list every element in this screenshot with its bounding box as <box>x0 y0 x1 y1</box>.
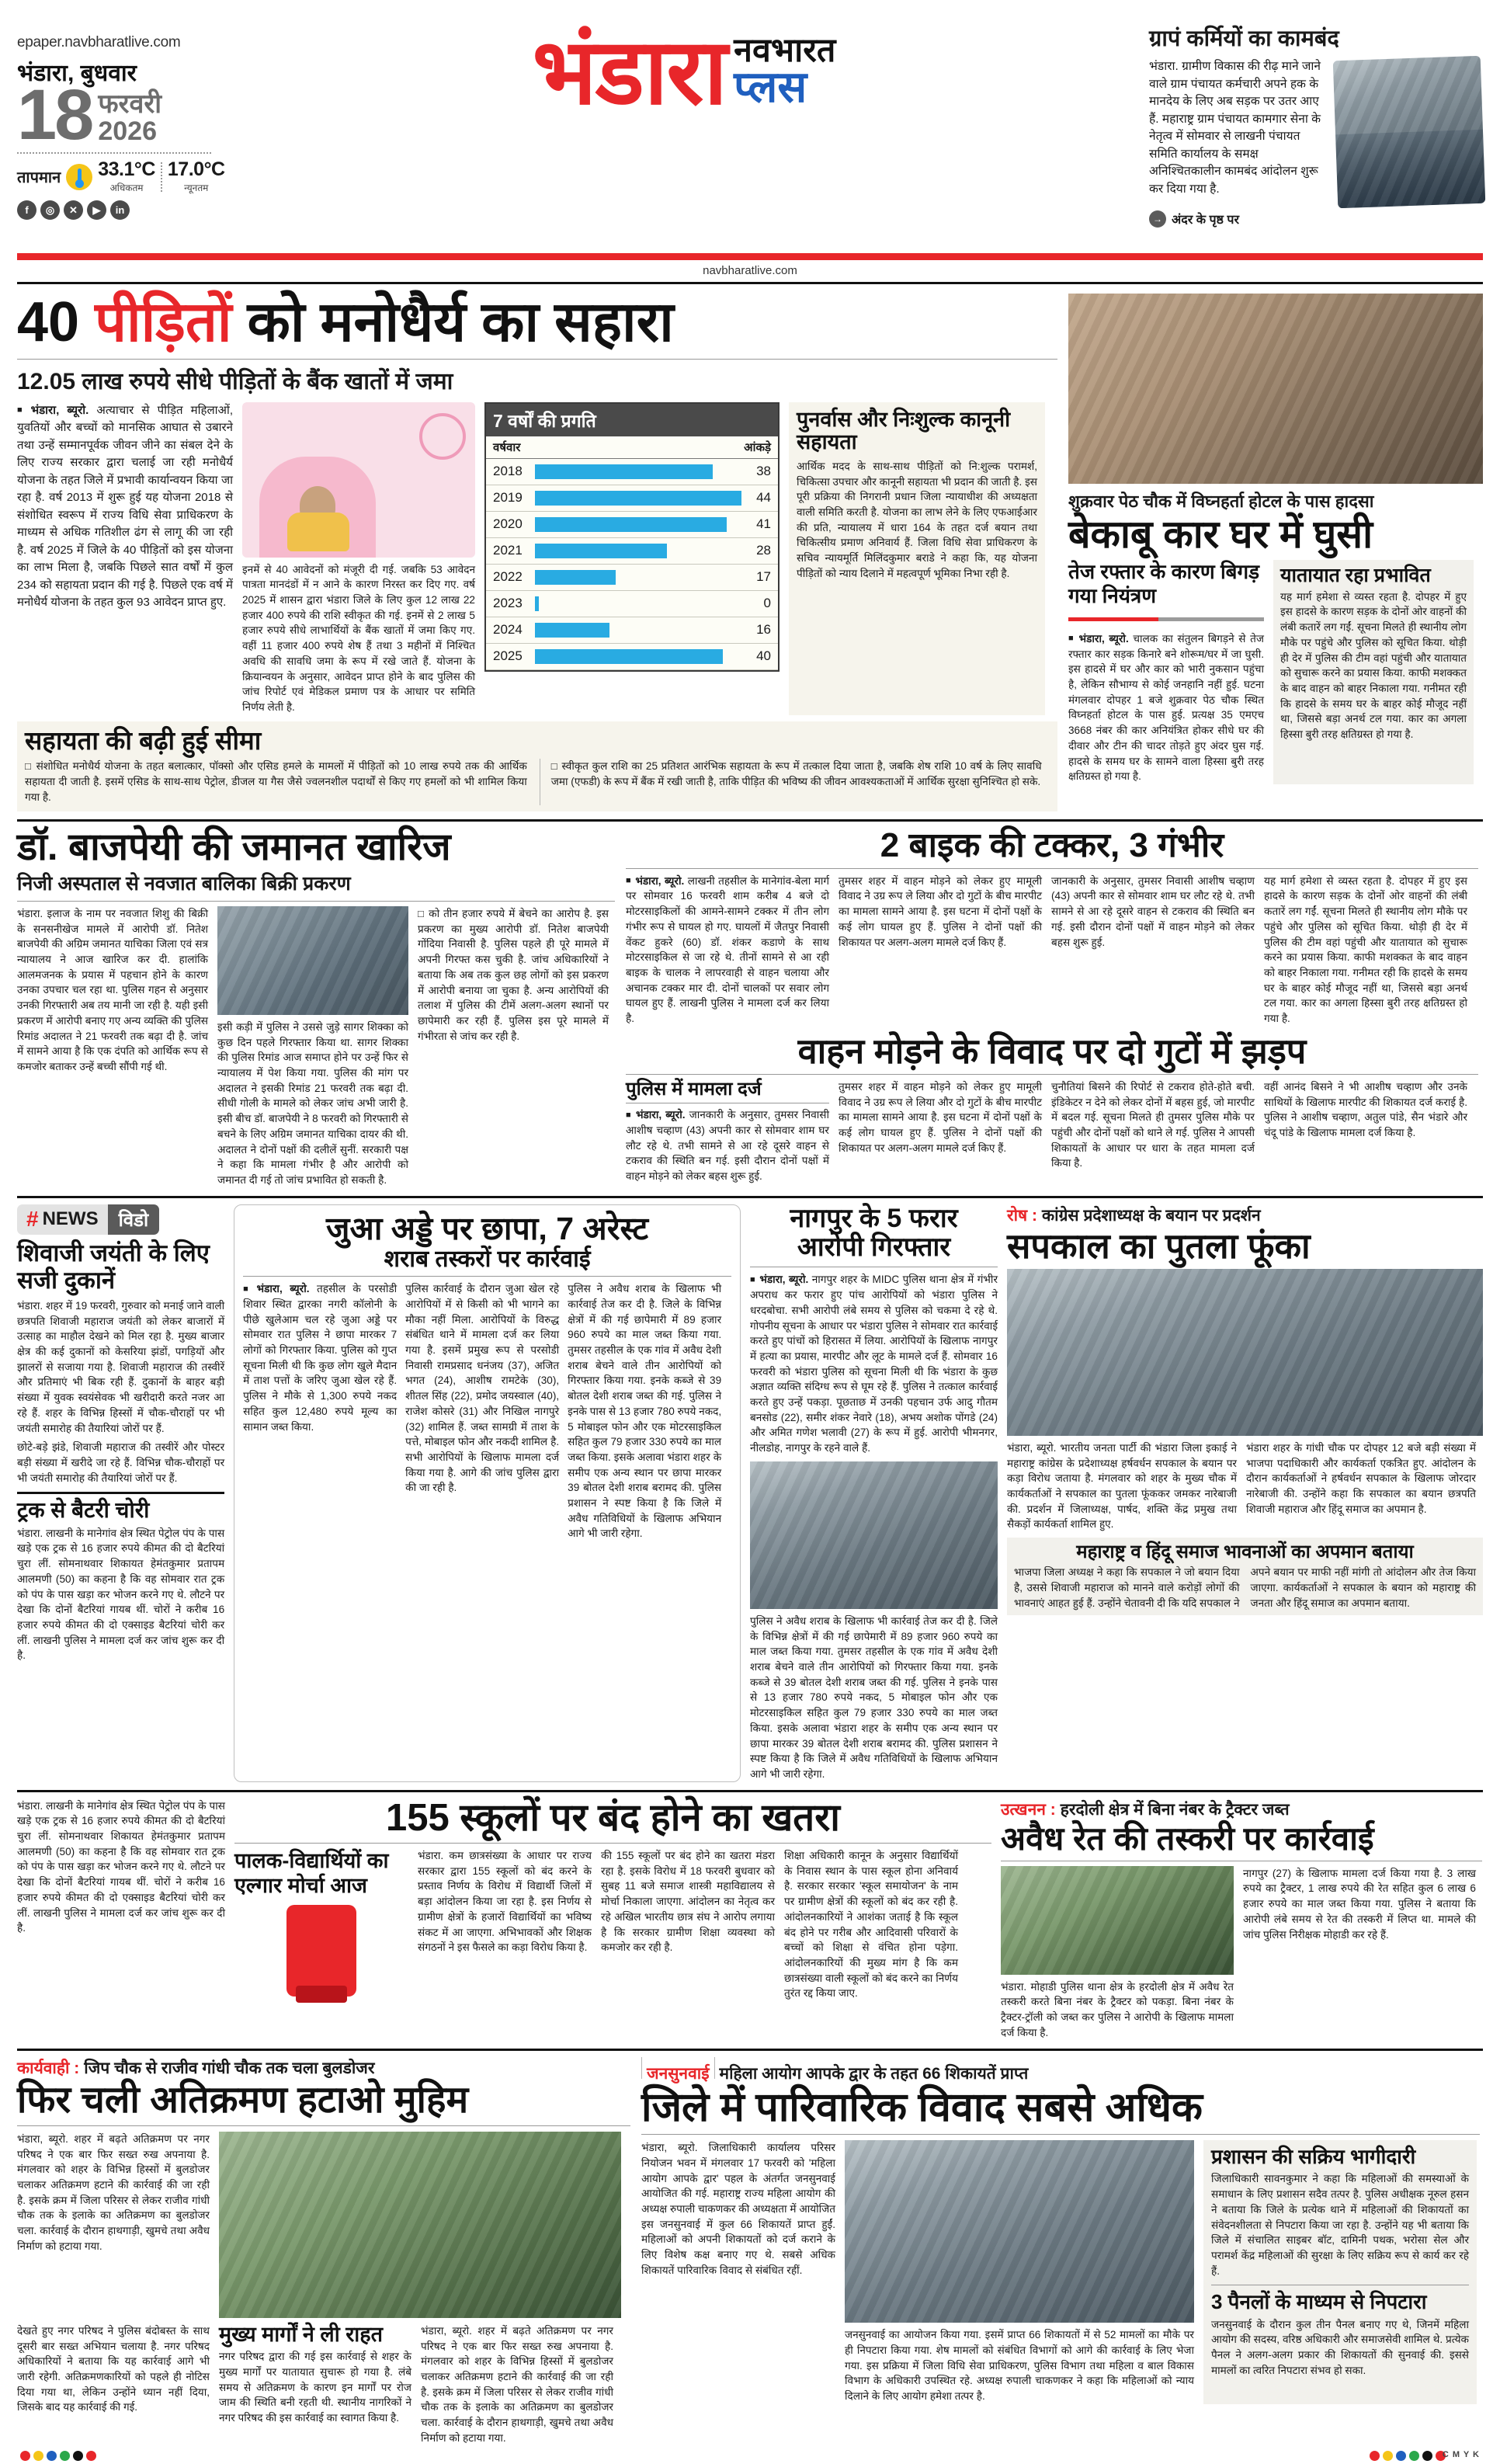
temp-max-block <box>98 158 155 195</box>
sand-story <box>1001 1798 1482 2041</box>
clash-pre-col: तुमसर शहर में वाहन मोड़ने को लेकर हुए मामूली विवाद ने उग्र रूप ले लिया और दो गुटों के बीच मारपीट का मामला सामने आया है. इस घटना में दोनों पक्षों के कई लोग घायल हुए हैं. पुलिस ने दोनों पक्षों की शिकायत पर अलग-अलग मामले दर्ज किए हैं. <box>839 874 1042 948</box>
encroach-col5: भंडारा, ब्यूरो. शहर में बढ़ते अतिक्रमण पर नगर परिषद ने एक बार फिर सख्त रुख अपनाया है. मंगलवार को शहर के विभिन्न हिस्सों में बुलडोजर चलाकर अतिक्रमण हटाने की कार्रवाई की जा रही है. इसके क्रम में जिला परिसर से लेकर राजीव गांधी चौक तक के इलाके का अतिक्रमण का बुलडोजर चला. कार्रवाई के दौरान हाथगाड़ी, खुमचे तथा अवैध निर्माण को हटाया गया. <box>421 2324 613 2444</box>
chart-row-year: 2024 <box>493 622 523 638</box>
car-headline: बेकाबू कार घर में घुसी <box>1068 513 1373 556</box>
putla-strip-body: भाजपा जिला अध्यक्ष ने कहा कि सपकाल ने जो बयान दिया है, उससे शिवाजी महाराज को मानने वाले करोड़ों लोगों की भावनाएं आहत हुई हैं. उन्होंने चेतावनी दी कि यदि सपकाल ने अपने बयान पर माफी नहीं मांगी तो आंदोलन और तेज किया जाएगा. कार्यकर्ताओं ने सपकाल के बयान को महाराष्ट्र की जनता और हिंदू समाज का अपमान बताया. <box>1014 1566 1476 1609</box>
underline-red <box>1068 617 1158 621</box>
clash-col1-body: जानकारी के अनुसार, तुमसर निवासी आशीष चव्हाण (43) अपनी कार से सोमवार शाम घर लौट रहे थे. तभी सामने से आ रहे दूसरे वाहन से टकराव की स्थिति बन गई. इसी दौरान दोनों पक्षों में वाहन मोड़ने को लेकर बहस शुरू हुई. <box>626 1109 829 1182</box>
chart-bar <box>535 544 667 558</box>
clash-col2: तुमसर शहर में वाहन मोड़ने को लेकर हुए मामूली विवाद ने उग्र रूप ले लिया और दो गुटों के बीच मारपीट का मामला सामने आया है. इस घटना में दोनों पक्षों के कई लोग घायल हुए हैं. पुलिस ने दोनों पक्षों की शिकायत पर अलग-अलग मामले दर्ज किए हैं. <box>839 1080 1042 1154</box>
band-5 <box>17 2057 1483 2446</box>
logo-plus: प्लस <box>734 61 807 111</box>
car-underline <box>1068 613 1264 627</box>
encroach-col1-text: भंडारा, ब्यूरो. शहर में बढ़ते अतिक्रमण पर नगर परिषद ने एक बार फिर सख्त रुख अपनाया है. मंगलवार को शहर के विभिन्न हिस्सों में बुलडोजर चलाकर अतिक्रमण हटाने की कार्रवाई की जा रही है. इसके क्रम में जिला परिसर से लेकर राजीव गांधी चौक तक के इलाके का अतिक्रमण का बुलडोजर चला. कार्रवाई के दौरान हाथगाड़ी, खुमचे तथा अवैध निर्माण को हटाया गया. <box>17 2132 210 2252</box>
lead-headline <box>17 291 1057 353</box>
clash-pre-col2: जानकारी के अनुसार, तुमसर निवासी आशीष चव्हाण (43) अपनी कार से सोमवार शाम घर लौट रहे थे. तभी सामने से आ रहे दूसरे वाहन से टकराव की स्थिति बन गई. इसी दौरान दोनों पक्षों में वाहन मोड़ने को लेकर बहस शुरू हुई. <box>1051 874 1255 948</box>
lead-col1-text <box>17 402 233 612</box>
schools-col1 <box>234 1848 408 2003</box>
encroach-kicker: जिप चौक से राजीव गांधी चौक तक चला बुलडोजर <box>84 2059 375 2077</box>
chart-row <box>486 617 778 644</box>
sand-col1 <box>1001 1866 1234 2041</box>
clash-columns <box>626 1079 1478 1184</box>
chart-header-row <box>486 436 778 459</box>
chart-row-year: 2022 <box>493 569 523 585</box>
band-2 <box>17 825 1483 1188</box>
vajpayee-col1: भंडारा. इलाज के नाम पर नवजात शिशु की बिक्री के सनसनीखेज मामले में आरोपी डॉ. नितेश बाजपेयी की अग्रिम जमानत याचिका जिला एवं सत्र न्यायालय ने आज खारिज कर दी. हालांकि आलमजनक के प्रयास में पहचान होने के कारण उनका उपचार चल रहा था. पुलिस गहन से अनुसार उनकी गिरफ्तारी अब तय मानी जा रही है. यही इसी प्रकरण में आरोपी बनाए गए अन्य व्यक्ति की पुलिस रिमांड अदालत ने 21 फरवरी तक बढ़ा दी है. जांच में सामने आया है कि एक दंपति को आर्थिक रूप से कमजोर बताकर उन्हें बच्ची सौंपी गई थी. <box>17 907 208 1072</box>
putla-strip-title: महाराष्ट्र व हिंदू समाज भावनाओं का अपमान बताया <box>1076 1541 1414 1563</box>
putla-story <box>1007 1204 1483 1782</box>
chart-row <box>486 485 778 512</box>
bikes-headline: 2 बाइक की टक्कर, 3 गंभीर <box>880 825 1224 864</box>
sand-kicker: हरदोली क्षेत्र में बिना नंबर के ट्रैक्टर जब्त <box>1060 1800 1290 1819</box>
lead-section <box>17 284 1483 811</box>
hearing-bar-right <box>714 2057 715 2079</box>
rehab-title: पुनर्वास और निःशुल्क कानूनी सहायता <box>797 407 1011 454</box>
car-body-text: चालक का संतुलन बिगड़ने से तेज रफ्तार कार सड़क किनारे बने शोरूम/घर में जा घुसी. इस हादसे में घर और कार को भारी नुकसान पहुंचा है, लेकिन सौभाग्य से कोई जनहानि नहीं हुई. घटना मंगलवार दोपहर 1 बजे शुक्रवार पेठ चौक स्थित विघ्नहर्ता होटल के पास हुई. प्रत्यक्ष 35 एमएच 3668 नंबर की कार अनियंत्रित होकर सीधे घर की दीवार और टीन की चादर तोड़ते हुए अंदर घुस गई. हादसे के समय घर के सामने वाला हिस्सा बुरी तरह क्षतिग्रस्त हो गया है. <box>1068 632 1264 783</box>
clash-subhead: पुलिस में मामला दर्ज <box>626 1078 762 1100</box>
nagpur-body-text: नागपुर शहर के MIDC पुलिस थाना क्षेत्र में गंभीर अपराध कर फरार हुए पांच आरोपियों को भंडारा पुलिस ने धरदबोचा. सभी आरोपी लंबे समय से पुलिस को चकमा दे रहे थे. गोपनीय सूचना के आधार पर भंडारा पुलिस ने सोमवार रात कार्रवाई करते हुए पांचों को हिरासत में लिया. आरोपियों के खिलाफ नागपुर में हत्या का प्रयास, मारपीट और लूट के मामले दर्ज हैं. सोमवार 16 फरवरी को भंडारा पुलिस को सूचना मिली थी कि भंडारा के कुछ अज्ञात व्यक्ति संदिग्ध रूप से घूम रहे हैं. पुलिस ने तत्काल कार्रवाई करते हुए उन्हें पकड़ा. पूछताछ में उनकी पहचान उर्फ आदु गौतम बनसोड (22), समीर शंकर नेवारे (18), अभय अशोक पोंगडे (24) और अमित गणेश भलावी (27) के रूप में हुई. आरोपी भीमनगर, नीलडोह, नागपुर के रहने वाले हैं. <box>750 1274 998 1454</box>
clash-rule <box>626 1074 1478 1075</box>
hearing-columns <box>641 2140 1480 2404</box>
promo-title: ग्रापं कर्मियों का कामबंद <box>1149 26 1339 51</box>
logo-sub <box>734 32 836 113</box>
lead-byline: ■ भंडारा, ब्यूरो. <box>17 404 89 417</box>
sand-photo <box>1001 1866 1234 1975</box>
lead-left <box>17 291 1057 811</box>
chart-bar-track <box>535 570 741 585</box>
chart-bar <box>535 464 713 479</box>
hearing-col2-text: जनसुनवाई का आयोजन किया गया. इसमें प्राप्त 66 शिकायतों में से 52 मामलों का मौके पर ही निपटारा किया गया. शेष मामलों को संबंधित विभागों को आगे की कार्रवाई के लिए भेजा गया. इस प्रक्रिया में जिला विधि सेवा प्राधिकरण, पुलिस विभाग तथा महिला व बाल विकास विभाग के अधिकारी उपस्थित रहे. अध्यक्ष रुपाली चाकणकर ने कहा कि महिलाओं को न्याय दिलाने के लिए आयोग हमेशा तत्पर है. <box>845 2329 1194 2402</box>
temp-max-value: 33.1°C <box>98 158 155 181</box>
chart-col <box>484 402 780 715</box>
lead-illustration-col <box>242 402 475 715</box>
promo-inner-page-link[interactable] <box>1149 210 1483 228</box>
dateline <box>17 75 219 155</box>
vajpayee-col2 <box>217 906 408 1188</box>
panel2-body: जनसुनवाई के दौरान कुल तीन पैनल बनाए गए थे, जिनमें महिला आयोग की सदस्य, वरिष्ठ अधिकारी और समाजसेवी शामिल थे. प्रत्येक पैनल ने अलग-अलग प्रकार की शिकायतों की सुनवाई की. इससे मामलों का त्वरित निपटारा संभव हो सका. <box>1211 2318 1469 2376</box>
nagpur-body <box>750 1272 998 1455</box>
clash-headline: वाहन मोड़ने के विवाद पर दो गुटों में झड़प <box>797 1030 1307 1071</box>
chart-row-value: 28 <box>756 543 771 558</box>
lead-headline-post: को मनोधैर्य का सहारा <box>247 291 674 353</box>
temp-min-label: न्यूनतम <box>184 182 209 194</box>
encroach-label-row <box>17 2057 630 2079</box>
chart-row-value: 44 <box>756 490 771 506</box>
sand-col2: नागपुर (27) के खिलाफ मामला दर्ज किया गया है. 3 लाख रुपये का ट्रैक्टर, 1 लाख रुपये की रेत सहित कुल 6 लाख 6 हजार रुपये का माल जब्त किया गया. पुलिस ने बताया कि आरोपी लंबे समय से रेत की तस्करी में लिप्त था. मामले की जांच पुलिस निरीक्षक मोहाडी कर रहे हैं. <box>1243 1867 1476 1941</box>
vajpayee-headline: डॉ. बाजपेयी की जमानत खारिज <box>17 825 451 868</box>
chart-row <box>486 565 778 591</box>
chart-bar-track <box>535 649 741 664</box>
bikes-columns <box>626 874 1478 1027</box>
social-links[interactable] <box>17 200 219 220</box>
hearing-panels <box>1203 2140 1477 2404</box>
vajpayee-col2-text: इसी कड़ी में पुलिस ने उससे जुड़े सागर शिक्का को कुछ दिन पहले गिरफ्तार किया था. सागर शिक्का की पुलिस रिमांड आज समाप्त होने पर उन्हें फिर से न्यायालय में पेश किया गया. पुलिस की मांग पर अदालत ने इसकी रिमांड 21 फरवरी तक बढ़ा दी. सीधी गोली के मामले को लेकर जांच अभी जारी है. इसी बीच डॉ. बाजपेयी ने 8 फरवरी को गिरफ्तारी से बचने के लिए अग्रिम जमानत याचिका दायर की थी. अदालत ने दोनों पक्षों की दलीलें सुनीं. सरकारी पक्ष ने कहा कि मामला गंभीर है और आरोपी को जमानत दी गई तो जांच प्रभावित हो सकती है. <box>217 1020 408 1186</box>
encroach-caption: मुख्य मार्गों ने ली राहत <box>219 2322 383 2346</box>
nagpur-headline1: नागपुर के 5 फरार <box>790 1203 958 1233</box>
gambling-rule <box>243 1276 731 1277</box>
nameplate <box>219 17 1149 123</box>
hearing-rule <box>641 2134 1480 2135</box>
chart-row-year: 2019 <box>493 490 523 506</box>
hearing-col2 <box>845 2140 1194 2404</box>
putla-photo <box>1007 1269 1483 1436</box>
gambling-col3: पुलिस ने अवैध शराब के खिलाफ भी कार्रवाई तेज कर दी है. जिले के विभिन्न क्षेत्रों में की गई छापेमारी में 89 हजार 960 रुपये का माल जब्त किया गया. तुमसर तहसील के एक गांव में अवैध देशी शराब बेचने वाले तीन आरोपियों को गिरफ्तार किया गया. इनके कब्जे से 39 बोतल देशी शराब जब्त की गई. पुलिस ने इनके पास से 13 हजार 780 रुपये नकद, 5 मोबाइल फोन और एक मोटरसाइकिल सहित कुल 79 हजार 330 रुपये का माल जब्त किया. इसके अलावा भंडारा शहर के समीप एक अन्य स्थान पर छापा मारकर 39 बोतल देशी शराब बरामद की. पुलिस प्रशासन ने स्पष्ट किया है कि जिले में अवैध गतिविधियों के खिलाफ अभियान आगे भी जारी रहेगा. <box>568 1283 722 1540</box>
nagpur-story <box>750 1204 998 1782</box>
temp-min-value: 17.0°C <box>167 158 225 181</box>
chart-row-year: 2023 <box>493 596 523 611</box>
chart-row <box>486 644 778 670</box>
encroach-headline: फिर चली अतिक्रमण हटाओ मुहिम <box>17 2079 469 2121</box>
vajpayee-col3: □ को तीन हजार रुपये में बेचने का आरोप है. इस प्रकरण का मुख्य आरोपी डॉ. नितेश बाजपेयी गोंदिया निवासी है. पुलिस पहले ही पूरे मामले में अपनी गिरफ्त कस चुकी है. जांच अधिकारियों ने बताया कि अब तक कुल छह लोगों को इस प्रकरण में आरोपी बनाया जा चुका है. अन्य आरोपियों की तलाश में पुलिस की टीमें अलग-अलग स्थानों पर छापेमारी कर रही हैं. पुलिस इस पूरे मामले में गंभीरता से जांच कर रही है. <box>418 906 609 1188</box>
figure-body <box>287 513 349 551</box>
encroach-label: कार्यवाही : <box>17 2059 80 2077</box>
schools-col2: भंडारा. कम छात्रसंख्या के आधार पर राज्य सरकार द्वारा 155 स्कूलों को बंद करने के प्रस्ताव निर्णय के विरोध में विद्यार्थी जिलों में बड़ा आंदोलन किया जा रहा है. इस निर्णय से ग्रामीण क्षेत्रों के हजारों विद्यार्थियों का भविष्य संकट में आ जाएगा. अभिभावकों और शिक्षक संगठनों ने इस फैसले का कड़ा विरोध किया है. <box>418 1850 592 1954</box>
promo-photo <box>1333 56 1486 209</box>
gambling-story <box>234 1204 741 1782</box>
date-year: 2026 <box>98 116 157 147</box>
section-rule-1 <box>17 819 1483 822</box>
chart-col-year: वर्षवार <box>493 440 521 454</box>
putla-headline: सपकाल का पुतला फूंका <box>1007 1225 1311 1266</box>
bikes-col1 <box>626 874 829 1027</box>
clash-pre-col3: यह मार्ग हमेशा से व्यस्त रहता है. दोपहर में हुए इस हादसे के कारण सड़क के दोनों ओर वाहनों की लंबी कतारें लग गईं. सूचना मिलते ही स्थानीय लोग मौके पर पहुंचे और पुलिस को सूचित किया. थोड़ी ही देर में पुलिस की टीम वहां पहुंची और यातायात को सुचारू करने का प्रयास किया. काफी मशक्कत के बाद वाहन को बाहर निकाला गया. गनीमत रही कि हादसे के समय घर के बाहर कोई मौजूद नहीं था, जिससे बड़ा अनर्थ टल गया. कार का अगला हिस्सा बुरी तरह क्षतिग्रस्त हो गया है. <box>1264 874 1467 1025</box>
band-3 <box>17 1204 1483 1782</box>
traffic-body: यह मार्ग हमेशा से व्यस्त रहता है. दोपहर में हुए इस हादसे के कारण सड़क के दोनों ओर वाहनों की लंबी कतारें लग गईं. सूचना मिलते ही स्थानीय लोग मौके पर पहुंचे और पुलिस को सूचित किया. थोड़ी ही देर में पुलिस की टीम वहां पहुंची और यातायात को सुचारू करने का प्रयास किया. काफी मशक्कत के बाद वाहन को बाहर निकाला गया. गनीमत रही कि हादसे के समय घर के बाहर कोई मौजूद नहीं था, जिससे बड़ा अनर्थ टल गया. कार का अगला हिस्सा बुरी तरह क्षतिग्रस्त हो गया है. <box>1280 590 1467 741</box>
temperature-label: तापमान <box>17 169 61 187</box>
linkedin-icon[interactable]: in <box>110 200 130 220</box>
chart-bar <box>535 649 723 664</box>
shivaji-body2: छोटे-बड़े झंडे, शिवाजी महाराज की तस्वीरें और पोस्टर बड़ी संख्या में खरीदे जा रहे हैं. विभिन्न चौक-चौराहों पर भी जयंती समारोह की तैयारियां जोरों पर हैं. <box>17 1441 225 1484</box>
gambling-col1 <box>243 1281 397 1541</box>
aid-bullets <box>25 759 1050 805</box>
encroach-col4 <box>219 2323 411 2446</box>
hearing-bar-left <box>641 2057 642 2079</box>
decor-circle <box>419 413 466 460</box>
clash-col1-text <box>626 1107 829 1184</box>
putla-label: रोष : <box>1007 1206 1037 1225</box>
masthead-left <box>17 17 225 220</box>
edition-day: भंडारा, बुधवार <box>17 61 137 86</box>
red-rule <box>17 253 1483 260</box>
chart-row <box>486 512 778 538</box>
logo-navbharat: नवभारत <box>734 32 836 70</box>
gambling-headline: जुआ अड्डे पर छापा, 7 अरेस्ट <box>326 1210 649 1246</box>
gambling-columns <box>243 1281 731 1541</box>
video-label[interactable]: विडो <box>108 1204 160 1235</box>
hash-icon: # <box>26 1207 39 1232</box>
promo-inner-page-label: अंदर के पृष्ठ पर <box>1172 214 1240 228</box>
encroach-rule <box>17 2125 630 2126</box>
nagpur-headline2: आरोपी गिरफ्तार <box>797 1232 951 1263</box>
car-body <box>1068 631 1264 784</box>
arrow-right-icon: → <box>1149 210 1166 228</box>
news-video-col[interactable] <box>17 1204 224 1782</box>
band4-spacer-left <box>17 1798 225 2041</box>
chart-row-value: 0 <box>763 596 771 611</box>
vajpayee-rule <box>17 901 615 902</box>
putla-strip <box>1007 1538 1483 1615</box>
date-month: फरवरी <box>98 89 162 119</box>
protest-fist-icon <box>286 1905 356 1997</box>
hearing-col1: भंडारा, ब्यूरो. जिलाधिकारी कार्यालय परिसर नियोजन भवन में मंगलवार 17 फरवरी को 'महिला आयोग आपके द्वार' पहल के अंतर्गत जनसुनवाई आयोजित की गई. महाराष्ट्र राज्य महिला आयोग की अध्यक्ष रुपाली चाकणकर की अध्यक्षता में आयोजित इस जनसुनवाई में कुल 66 शिकायतें प्राप्त हुईं. महिलाओं को अपनी शिकायतों को दर्ज कराने के लिए विशेष कक्ष बनाए गए थे. सबसे अधिक शिकायतें पारिवारिक विवाद से संबंधित रहीं. <box>641 2142 835 2276</box>
bikes-byline: ■ भंडारा, ब्यूरो. <box>626 875 684 887</box>
gambling-col1-body: तहसील के परसोडी शिवार स्थित द्वारका नगरी कॉलोनी के पीछे खुलेआम चल रहे जुआ अड्डे पर सोमवार रात पुलिस ने छापा मारकर 7 लोगों को गिरफ्तार किया. पुलिस को गुप्त सूचना मिली थी कि कुछ लोग खुले मैदान में ताश पत्तों के जरिए जुआ खेल रहे हैं. पुलिस ने मौके से 1,300 रुपये नकद सहित कुल 12,480 रुपये मूल्य का सामान जब्त किया. <box>243 1283 398 1433</box>
chart-row-year: 2020 <box>493 516 523 532</box>
shivaji-body: भंडारा. शहर में 19 फरवरी, गुरुवार को मनाई जाने वाली छत्रपति शिवाजी महाराज जयंती को लेकर बाजारों में उत्साह का माहौल देखने को मिल रहा है. मुख्य बाजार क्षेत्र की कई दुकानों को केसरिया झंडों, पगड़ियों और झालरों से सजाया गया है. शिवाजी महाराज की तस्वीरें और प्रतिमाएं भी बिक रही हैं. दुकानों के बाहर बड़ी संख्या में युवक स्वयंसेवक भी खरीदारी करते नजर आ रहे हैं. शहर के विभिन्न हिस्सों में चौक-चौराहों पर भी जयंती समारोह की तैयारियां जोरों पर हैं. <box>17 1299 225 1434</box>
vajpayee-subhead: निजी अस्पताल से नवजात बालिका बिक्री प्रकरण <box>17 872 351 895</box>
lead-rule <box>17 359 1057 360</box>
putla-columns <box>1007 1441 1483 1532</box>
epaper-url[interactable]: epaper.navbharatlive.com <box>17 34 181 50</box>
schools-rule <box>234 1843 991 1844</box>
hearing-kicker: महिला आयोग आपके द्वार के तहत 66 शिकायतें प्राप्त <box>719 2064 1029 2083</box>
lead-subhead: 12.05 लाख रुपये सीधे पीड़ितों के बैंक खातों में जमा <box>17 368 453 394</box>
registration-dots-left <box>20 2451 96 2461</box>
chart-row-year: 2021 <box>493 543 523 558</box>
clash-byline: ■ भंडारा, ब्यूरो. <box>626 1109 686 1121</box>
lead-col-1 <box>17 402 233 715</box>
car-col-right <box>1273 560 1474 784</box>
schools-columns <box>234 1848 991 2003</box>
chart-row-value: 38 <box>756 464 771 479</box>
aid-bullet-2: □ स्वीकृत कुल राशि का 25 प्रतिशत आरंभिक सहायता के रूप में तत्काल दिया जाता है, जबकि शेष राशि 10 वर्ष के लिए सावधि जमा (एफडी) के रूप में बैंक में रखी जाती है, ताकि पीड़ित की भविष्य की जीवन आवश्यकताओं में आर्थिक सुरक्षा सुनिश्चित हो सके. <box>540 759 1042 805</box>
battery-headline: ट्रक से बैटरी चोरी <box>17 1498 150 1523</box>
chart-bar-track <box>535 596 741 611</box>
chart-row-value: 16 <box>756 622 771 638</box>
lead-headline-pre: 40 <box>17 291 80 353</box>
chart-bar <box>535 517 727 532</box>
panel2-title: 3 पैनलों के माध्यम से निपटारा <box>1211 2290 1427 2314</box>
lead-body1: अत्याचार से पीड़ित महिलाओं, युवतियों और बच्चों को मानसिक आघात से उबारने तथा उन्हें सम्मानपूर्वक जीवन जीने का संबल देने के लिए राज्य सरकार द्वारा चलाई जा रही मनोधैर्य योजना के तहत जिले में प्रभावी कार्यान्वयन किया जा रहा है. वर्ष 2013 में शुरू हुई यह योजना 2018 से संशोधित स्वरूप में राज्य विधि सेवा प्राधिकरण के माध्यम से अधिक गतिशील ढंग से लागू की जा रही है. वर्ष 2025 में जिले के 40 पीड़ितों को इस योजना का लाभ मिला है, जबकि पिछले सात वर्षों में कुल 234 को सहायता प्रदान की गई है. पिछले एक वर्ष में मनोधैर्य योजना के तहत कुल 93 आवेदन प्राप्त हुए. <box>17 403 234 610</box>
encroach-col3: देखते हुए नगर परिषद ने पुलिस बंदोबस्त के साथ दूसरी बार सख्त अभियान चलाया है. नगर परिषद अधिकारियों ने बताया कि यह कार्रवाई आगे भी जारी रहेगी. अतिक्रमणकारियों को पहले ही नोटिस दिया गया था, लेकिन उन्होंने ध्यान नहीं दिया, जिसके बाद यह कार्रवाई की गई. <box>17 2324 210 2414</box>
lead-headline-red: पीड़ितों <box>95 291 232 353</box>
sand-label: उत्खनन : <box>1001 1800 1056 1819</box>
chart-col-value: आंकड़े <box>744 440 771 454</box>
band-4 <box>17 1798 1483 2041</box>
sand-columns <box>1001 1866 1482 2041</box>
chart-bar <box>535 491 741 506</box>
encroach-col2 <box>219 2132 621 2318</box>
lead-columns <box>17 402 1057 715</box>
youtube-icon[interactable]: ▶ <box>87 200 106 220</box>
facebook-icon[interactable]: f <box>17 200 36 220</box>
twitter-x-icon[interactable]: ✕ <box>64 200 83 220</box>
schools-headline: 155 स्कूलों पर बंद होने का खतरा <box>386 1796 840 1839</box>
encroach-col1 <box>17 2132 210 2318</box>
chart-row-year: 2025 <box>493 648 523 664</box>
chart-row-year: 2018 <box>493 464 523 479</box>
shivaji-headline: शिवाजी जयंती के लिए सजी दुकानें <box>17 1239 210 1295</box>
vajpayee-columns <box>17 906 615 1188</box>
encroach-caption-body: नगर परिषद द्वारा की गई इस कार्रवाई से शहर के मुख्य मार्गों पर यातायात सुचारू हो गया है. लंबे समय से अतिक्रमण के कारण इन मार्गों पर रोज जाम की स्थिति बनी रहती थी. स्थानीय नागरिकों ने नगर परिषद की इस कार्रवाई का स्वागत किया है. <box>219 2351 411 2424</box>
nagpur-byline: ■ भंडारा, ब्यूरो. <box>750 1274 808 1285</box>
registration-dots-right <box>1370 2451 1446 2461</box>
underline-gray <box>1158 617 1264 621</box>
promo-text: भंडारा. ग्रामीण विकास की रीढ़ माने जाने वाले ग्राम पंचायत कर्मचारी अपने हक के मानदेय के लिए अब सड़क पर उतर आए हैं. महाराष्ट्र ग्राम पंचायत कामगार सेना के नेतृत्व में सोमवार से लाखनी पंचायत समिति कार्यालय के समक्ष अनिश्चितकालीन कामबंद आंदोलन शुरू कर दिया गया है. <box>1149 60 1321 196</box>
news-label: NEWS <box>42 1208 99 1230</box>
hearing-headline: जिले में पारिवारिक विवाद सबसे अधिक <box>641 2084 1203 2130</box>
bikes-rule <box>626 868 1478 869</box>
chart-row-value: 40 <box>756 648 771 664</box>
hearing-label: जनसुनवाई <box>647 2064 710 2083</box>
schools-col4: शिक्षा अधिकारी कानून के अनुसार विद्यार्थियों के निवास स्थान के पास स्कूल होना अनिवार्य है. सरकार सरकार 'स्कूल समायोजन' के नाम पर ग्रामीण क्षेत्रों की स्कूलों को बंद कर रही है. आंदोलनकारियों ने आशंका जताई है कि स्कूल बंद होने पर गरीब और आदिवासी परिवारों के बच्चों को शिक्षा से वंचित होना पड़ेगा. आंदोलनकारियों की मुख्य मांग है कि कम छात्रसंख्या वाली स्कूलों को बंद करने का निर्णय तुरंत रद्द किया जाए. <box>784 1850 958 2000</box>
putla-col2: भंडारा शहर के गांधी चौक पर दोपहर 12 बजे बड़ी संख्या में भाजपा पदाधिकारी और कार्यकर्ता एकत्रित हुए. आंदोलन के दौरान कार्यकर्ताओं ने हर्षवर्धन सपकाल के खिलाफ जोरदार नारेबाजी की. उन्होंने कहा कि सपकाल का बयान छत्रपति शिवाजी महाराज और हिंदू समाज का अपमान है. <box>1246 1441 1476 1515</box>
temp-max-label: अधिकतम <box>109 182 144 194</box>
encroach-story <box>17 2057 630 2446</box>
encroach-photo <box>219 2132 621 2318</box>
aid-bullet-1: □ संशोधित मनोधैर्य योजना के तहत बलात्कार, पॉक्सो और एसिड हमले के मामलों में पीड़ितों को 10 लाख रुपये तक की आर्थिक सहायता दी जाती है. इसमें एसिड के साथ-साथ पेट्रोल, डीजल या गैस जैसे ज्वलनशील पदार्थों से किए गए हमलों को भी शामिल किया गया है. <box>25 759 527 805</box>
band4-left-text: भंडारा. लाखनी के मानेगांव क्षेत्र स्थित पेट्रोल पंप के पास खड़े एक ट्रक से 16 हजार रुपये कीमत की दो बैटरियां चुरा लीं. सोमनाथवार शिकायत हेमंतकुमार प्रतापम आलमणी (50) का कहना है कि वह सोमवार रात ट्रक को पंप के पास खड़ा कर भोजन करने गए थे. लौटने पर देखा कि दोनों बैटरियां गायब थीं. चोरों ने करीब 16 हजार रुपये कीमत की दो एक्साइड बैटरियां चोरी कर लीं. लाखनी पुलिस ने मामला दर्ज कर जांच शुरू कर दी है. <box>17 1799 225 1934</box>
chart-bar-track <box>535 491 741 506</box>
schools-col3: की 155 स्कूलों पर बंद होने का खतरा मंडरा रहा है. इसके विरोध में 18 फरवरी बुधवार को सुबह 11 बजे समाज शास्त्री महाविद्यालय से मोर्चा निकाला जाएगा. आंदोलन का नेतृत्व कर रहे अखिल भारतीय छात्र संघ ने आरोप लगाया है कि सरकार ग्रामीण शिक्षा व्यवस्था को कमजोर कर रही है. <box>601 1850 775 1954</box>
cmyk-marker: C M Y K <box>1442 2450 1480 2459</box>
date-day: 18 <box>17 75 92 155</box>
masthead-promo[interactable] <box>1149 17 1483 228</box>
gambling-headline2: शराब तस्करों पर कार्रवाई <box>384 1246 591 1272</box>
schools-subhead: पालक-विद्यार्थियों का एल्गार मोर्चा आज <box>234 1849 389 1898</box>
car-col-left <box>1068 560 1264 784</box>
vajpayee-photo <box>217 906 408 1015</box>
instagram-icon[interactable]: ◎ <box>40 200 60 220</box>
news-video-badge[interactable] <box>17 1204 159 1235</box>
encroach-bottom <box>17 2323 630 2446</box>
clash-col3: चुनौतियां बिसने की रिपोर्ट से टकराव होते-होते बची. इंडिकेटर न देने को लेकर दोनों में बहस हुई, जो मारपीट में बदल गई. सूचना मिलते ही तुमसर पुलिस मौके पर पहुंची और दोनों पक्षों को थाने ले गई. पुलिस ने आपसी शिकायतों के आधार पर धारा के तहत मामला दर्ज किया है. <box>1051 1080 1255 1169</box>
encroach-columns <box>17 2132 630 2318</box>
putla-col1: भंडारा, ब्यूरो. भारतीय जनता पार्टी की भंडारा जिला इकाई ने महाराष्ट्र कांग्रेस के प्रदेशाध्यक्ष हर्षवर्धन सपकाल के बयान पर कड़ा विरोध जताया है. मंगलवार को शहर के मुख्य चौक में कार्यकर्ताओं ने सपकाल का पुतला फूंककर जमकर नारेबाजी की. प्रदर्शन में जिलाध्यक्ष, पार्षद, शक्ति केंद्र प्रमुख तथा सैकड़ों कार्यकर्ता शामिल हुए. <box>1007 1441 1237 1531</box>
lead-illustration <box>242 402 475 558</box>
chart-row <box>486 459 778 485</box>
car-byline: ■ भंडारा, ब्यूरो. <box>1068 633 1129 645</box>
bikes-body: लाखनी तहसील के मानेगांव-बेला मार्ग पर सोमवार 16 फरवरी शाम करीब 4 बजे दो मोटरसाइकिलों की आमने-सामने टक्कर में तीन लोग गंभीर रूप से घायल हो गए. घायलों में जैतपुर निवासी वेंकट हुकरे (60) डॉ. शंकर कडाणे के साथ मोटरसाइकिल से जा रहे थे. तीनों सामने से आ रही बाइक के चालक ने लापरवाही से वाहन चलाया और अचानक टक्कर मार दी. दोनों चालकों पर सवार लोग घायल हुए हैं. लाखनी पुलिस ने मामला दर्ज कर लिया है. <box>626 874 829 1025</box>
hearing-label-row <box>641 2057 1480 2084</box>
car-columns <box>1068 560 1483 784</box>
battery-rule <box>17 1492 224 1494</box>
chart-bar-track <box>535 623 741 638</box>
temp-min-block <box>168 158 225 195</box>
car-kicker: शुक्रवार पेठ चौक में विघ्नहर्ता होटल के पास हादसा <box>1068 492 1374 511</box>
aid-limit-title: सहायता की बढ़ी हुई सीमा <box>25 725 262 755</box>
nagpur-photo <box>750 1461 998 1609</box>
chart-bar <box>535 623 609 638</box>
schools-story <box>234 1798 991 2041</box>
band2-right <box>626 825 1478 1188</box>
rehab-box <box>789 402 1045 715</box>
vajpayee-story <box>17 825 615 1188</box>
lead-col2-text: इनमें से 40 आवेदनों को मंजूरी दी गई. जबकि 53 आवेदन पात्रता मानदंडों में न आने के कारण निरस्त कर दिए गए. वर्ष 2025 में शासन द्वारा भंडारा जिले के लिए कुल 12 लाख 22 हजार 400 रुपये की राशि स्वीकृत की गई. इनमें से 2 लाख 5 हजार रुपये सीधे लाभार्थियों के बैंक खातों में जमा किए गए. वहीं 11 हजार 400 रुपये शेष हैं तथा 3 महीनों में निश्चित अवधि की सावधि जमा के रूप में रखे जाते हैं. योजना के क्रियान्वयन के अनुसार, आवेदन प्राप्त होने के बाद पुलिस की जांच रिपोर्ट एवं मेडिकल प्रमाण पत्र के आधार पर समिति निर्णय लेती है. <box>242 563 475 713</box>
section-rule-4 <box>17 2049 1483 2051</box>
chart-bar <box>535 570 616 585</box>
chart-bar-track <box>535 464 741 479</box>
chart-title: 7 वर्षों की प्रगति <box>486 404 778 436</box>
chart-bar-track <box>535 544 741 558</box>
site-url-bar[interactable]: navbharatlive.com <box>17 260 1483 284</box>
clash-col4: वहीं आनंद बिसने ने भी आशीष चव्हाण और उनके साथियों के खिलाफ मारपीट की शिकायत दर्ज कराई है. पुलिस ने आशीष चव्हाण, अतुल पांडे, सैन भंडारे और चंदू पांडे के खिलाफ मामला दर्ज किया है. <box>1264 1080 1467 1139</box>
logo-main-text: भंडारा <box>532 21 727 123</box>
gambling-byline: ■ भंडारा, ब्यूरो. <box>243 1283 309 1295</box>
masthead <box>17 17 1483 250</box>
promo-body <box>1149 58 1483 206</box>
temp-divider <box>161 162 162 192</box>
sand-label-row <box>1001 1798 1482 1820</box>
rehab-text: आर्थिक मदद के साथ-साथ पीड़ितों को नि:शुल्क परामर्श, चिकित्सा उपचार और कानूनी सहायता भी प्रदान की जाती है. इस पूरी प्रक्रिया की निगरानी प्रधान जिला न्यायाधीश की अध्यक्षता वाली समिति करती है. योजना का लाभ लेने के लिए एफआईआर की प्रति, न्यायालय में धारा 164 के तहत दर्ज बयान तथा चिकित्सीय प्रमाण अनिवार्य हैं. जिला विधि सेवा प्राधिकरण के सचिव न्यायमूर्ति मिलिंदकुमार बराडे ने कहा कि, यह योजना पीड़ितों को न्याय दिलाने में महत्वपूर्ण भूमिका निभा रही है. <box>797 460 1037 579</box>
car-subhead: तेज रफ्तार के कारण बिगड़ गया नियंत्रण <box>1068 559 1260 607</box>
hearing-photo <box>845 2140 1194 2323</box>
panel1-title: प्रशासन की सक्रिय भागीदारी <box>1211 2145 1416 2169</box>
putla-kicker: कांग्रेस प्रदेशाध्यक्ष के बयान पर प्रदर्शन <box>1042 1206 1261 1225</box>
chart-row-value: 17 <box>756 569 771 585</box>
panel1-body: जिलाधिकारी सावनकुमार ने कहा कि महिलाओं की समस्याओं के समाधान के लिए प्रशासन सदैव तत्पर है. पुलिस अधीक्षक नूरुल हसन ने बताया कि जिले के प्रत्येक थाने में महिलाओं की शिकायतों का संवेदनशीलता से निपटारा किया जा रहा है. उन्होंने यह भी बताया कि जिले में संचालित साइबर बॉट, दामिनी पथक, भरोसा सेल और परामर्श केंद्र महिलाओं की सुरक्षा के लिए सक्रिय रूप से कार्य कर रहे हैं. <box>1211 2173 1469 2277</box>
logo <box>532 21 836 123</box>
weather-widget <box>17 158 225 195</box>
gambling-col2: पुलिस कार्रवाई के दौरान जुआ खेल रहे आरोपियों में से किसी को भी भागने का मौका नहीं मिला. आरोपियों के विरुद्ध संबंधित थाने में मामला दर्ज कर लिया गया है. इसमें प्रमुख रूप से परसोडी निवासी रामप्रसाद धनंजय (37), अजित भगत (24), आशीष रामटेके (30), शीतल सिंह (22), प्रमोद जयस्वाल (40), राजेश कोसरे (31) और निखिल नागपुरे (32) शामिल हैं. जब्त सामग्री में ताश के पत्ते, मोबाइल फोन और नकदी शामिल है. सभी आरोपियों के खिलाफ मामला दर्ज किया गया है. आगे की जांच पुलिस द्वारा की जा रही है. <box>405 1283 560 1494</box>
chart-row <box>486 538 778 565</box>
chart-bar-track <box>535 517 741 532</box>
thermometer-icon <box>66 164 92 190</box>
chart-rows <box>486 459 778 670</box>
news-badge-left <box>17 1204 108 1235</box>
traffic-title: यातायात रहा प्रभावित <box>1280 564 1431 586</box>
section-rule-2 <box>17 1196 1483 1198</box>
chart-bar <box>535 596 539 611</box>
car-story <box>1068 294 1483 811</box>
chart-row <box>486 591 778 617</box>
section-rule-3 <box>17 1790 1483 1792</box>
putla-label-row <box>1007 1204 1483 1226</box>
sand-headline: अवैध रेत की तस्करी पर कार्रवाई <box>1001 1819 1374 1857</box>
aid-limit-box <box>17 721 1057 811</box>
hearing-story <box>641 2057 1480 2446</box>
progress-chart <box>484 402 780 672</box>
clash-col1 <box>626 1079 829 1184</box>
car-photo <box>1068 294 1483 484</box>
sand-col1-text: भंडारा. मोहाडी पुलिस थाना क्षेत्र के हरदोली क्षेत्र में अवैध रेत तस्करी करते बिना नंबर के ट्रैक्टर को पकड़ा. बिना नंबर के ट्रैक्टर-ट्रॉली को जब्त कर पुलिस ने आरोपी के खिलाफ मामला दर्ज किया है. <box>1001 1980 1234 2038</box>
nagpur-body2: पुलिस ने अवैध शराब के खिलाफ भी कार्रवाई तेज कर दी है. जिले के विभिन्न क्षेत्रों में की गई छापेमारी में 89 हजार 960 रुपये का माल जब्त किया गया. तुमसर तहसील के एक गांव में अवैध देशी शराब बेचने वाले तीन आरोपियों को गिरफ्तार किया गया. इनके कब्जे से 39 बोतल देशी शराब जब्त की गई. पुलिस ने इनके पास से 13 हजार 780 रुपये नकद, 5 मोबाइल फोन और एक मोटरसाइकिल सहित कुल 79 हजार 330 रुपये का माल जब्त किया. इसके अलावा भंडारा शहर के समीप एक अन्य स्थान पर छापा मारकर 39 बोतल देशी शराब बरामद की. पुलिस प्रशासन ने स्पष्ट किया है कि जिले में अवैध गतिविधियों के खिलाफ अभियान आगे भी जारी रहेगा. <box>750 1614 998 1780</box>
chart-row-value: 41 <box>756 516 771 532</box>
battery-body: भंडारा. लाखनी के मानेगांव क्षेत्र स्थित पेट्रोल पंप के पास खड़े एक ट्रक से 16 हजार रुपये कीमत की दो बैटरियां चुरा लीं. सोमनाथवार शिकायत हेमंतकुमार प्रतापम आलमणी (50) का कहना है कि वह सोमवार रात ट्रक को पंप के पास खड़ा कर भोजन करने गए थे. लौटने पर देखा कि दोनों बैटरियां गायब थीं. चोरों ने करीब 16 हजार रुपये कीमत की दो एक्साइड बैटरियां चोरी कर लीं. लाखनी पुलिस ने मामला दर्ज कर जांच शुरू कर दी है. <box>17 1527 225 1662</box>
